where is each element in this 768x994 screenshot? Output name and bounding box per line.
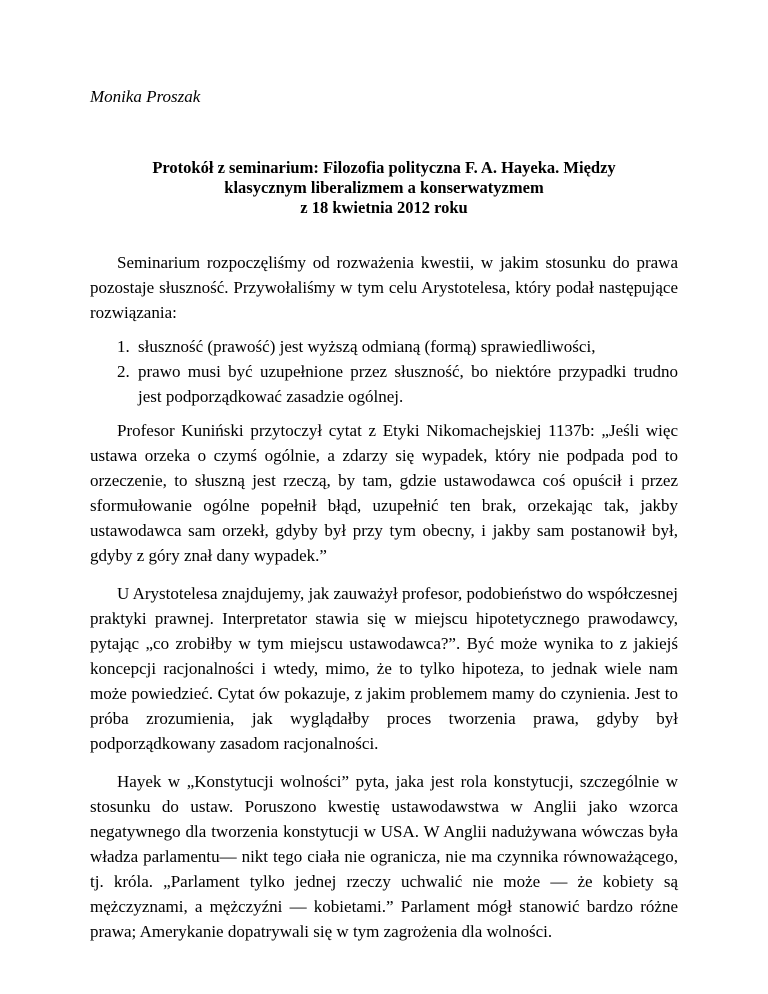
list-item-number: 1. [117,337,130,356]
title-line-3: z 18 kwietnia 2012 roku [300,198,468,217]
paragraph-arystoteles: U Arystotelesa znajdujemy, jak zauważył profesor, podobieństwo do współczesnej praktyki prawnej. Interpretator stawia się w miejscu hipotetycznego prawodawcy, pytając „co zrobiłby w tym miejscu ustawodawca?”. Być może wynika to z jakiejś koncepcji racjonalności i wtedy, mimo, że to tylko hipoteza, to jednak wiele nam może powiedzieć. Cytat ów pokazuje, z jakim problemem mamy do czynienia. Jest to próba zrozumienia, jak wyglądałby proces tworzenia prawa, gdyby był podporządkowany zasadom racjonalności. [90,584,678,753]
list-item [117,359,678,409]
document-title [90,158,678,218]
paragraph-intro: Seminarium rozpoczęliśmy od rozważenia kwestii, w jakim stosunku do prawa pozostaje słuszność. Przywołaliśmy w tym celu Arystotelesa, który podał następujące rozwiązania: [90,253,678,322]
paragraph-quote: Profesor Kuniński przytoczył cytat z Etyki Nikomachejskiej 1137b: „Jeśli więc ustawa orzeka o czymś ogólnie, a zdarzy się wypadek, który nie podpada pod to orzeczenie, to słuszną jest rzeczą, by tam, gdzie ustawodawca coś opuścił i przez sformułowanie ogólne popełnił błąd, uzupełnić ten brak, orzekając tak, jakby ustawodawca sam orzekł, gdyby był przy tym obecny, i jakby sam postanowił był, gdyby z góry znał dany wypadek.” [90,421,678,565]
title-line-2: klasycznym liberalizmem a konserwatyzmem [224,178,544,197]
numbered-list [90,334,678,409]
paragraph-hayek: Hayek w „Konstytucji wolności” pyta, jaka jest rola konstytucji, szczególnie w stosunku do ustaw. Poruszono kwestię ustawodawstwa w Anglii jako wzorca negatywnego dla tworzenia konstytucji w USA. W Anglii nadużywana wówczas była władza parlamentu— nikt tego ciała nie ogranicza, nie ma czynnika równoważącego, tj. króla. „Parlament tylko jednej rzeczy uchwalić nie może — że kobiety są mężczyznami, a mężczyźni — kobietami.” Parlament mógł stanowić bardzo różne prawa; Amerykanie dopatrywali się w tym zagrożenia dla wolności. [90,772,678,941]
list-item-number: 2. [117,362,130,381]
author-name: Monika Proszak [90,87,201,106]
document-page [90,72,678,944]
list-item-text: prawo musi być uzupełnione przez słuszność, bo niektóre przypadki trudno jest podporządkować zasadzie ogólnej. [138,362,678,406]
list-item [117,334,678,359]
title-line-1: Protokół z seminarium: Filozofia polityczna F. A. Hayeka. Między [152,158,616,177]
list-item-text: słuszność (prawość) jest wyższą odmianą (formą) sprawiedliwości, [138,337,596,356]
